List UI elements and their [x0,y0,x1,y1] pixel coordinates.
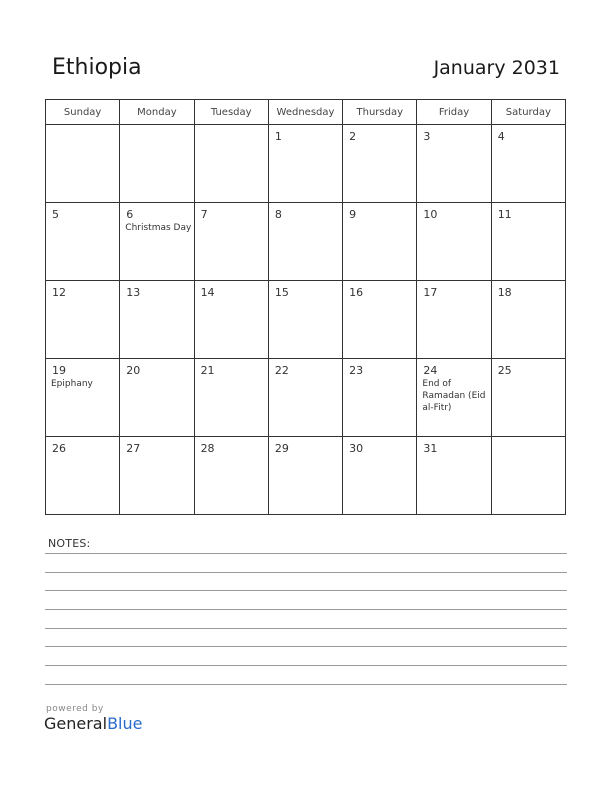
brand-general: General [44,714,108,733]
day-cell [46,125,120,203]
weekday-header: Tuesday [194,100,268,125]
day-number: 20 [126,364,141,377]
weekday-header: Thursday [343,100,417,125]
day-cell [417,203,491,281]
brand-blue: Blue [107,714,143,733]
notes-line [45,684,567,685]
holiday-label: End of Ramadan (Eid al-Fitr) [422,379,486,413]
day-number [492,437,565,442]
day-number: 5 [52,208,59,221]
day-cell [491,437,565,515]
day-cell [46,203,120,281]
day-number: 13 [126,286,141,299]
day-number: 12 [52,286,66,299]
day-cell [343,359,417,437]
day-number [46,125,119,130]
day-cell [343,281,417,359]
brand-wordmark [44,714,142,733]
day-number: 4 [497,130,505,143]
day-number: 24 [423,364,438,377]
weekday-header: Sunday [46,100,120,125]
day-number: 30 [349,442,364,455]
day-cell [46,437,120,515]
day-cell [120,203,194,281]
day-number: 10 [423,208,438,221]
notes-line [45,665,567,666]
day-cell [491,125,565,203]
day-cell [417,281,491,359]
day-cell [46,281,120,359]
day-cell [120,359,194,437]
day-number: 11 [497,208,512,221]
month-year-title: January 2031 [433,57,560,79]
calendar-grid [45,99,566,515]
day-number: 25 [497,364,512,377]
day-number: 1 [274,130,282,143]
day-cell [268,125,342,203]
day-cell [194,359,268,437]
day-cell [343,203,417,281]
day-cell [194,203,268,281]
day-number: 14 [200,286,215,299]
day-number: 22 [274,364,289,377]
day-cell [491,359,565,437]
day-number: 16 [349,286,364,299]
day-cell [417,125,491,203]
week-row [46,437,566,515]
day-number: 19 [52,364,66,377]
day-cell [120,125,194,203]
day-number: 9 [349,208,357,221]
weekday-header: Wednesday [268,100,342,125]
day-cell [46,359,120,437]
notes-label: NOTES: [48,537,91,550]
day-number: 17 [423,286,438,299]
day-cell [194,281,268,359]
weekday-header: Monday [120,100,194,125]
day-cell [491,203,565,281]
holiday-label: Epiphany [51,379,93,389]
day-cell [120,281,194,359]
weekday-header-row [46,100,566,125]
day-cell [268,437,342,515]
day-number: 26 [52,442,66,455]
day-number: 28 [200,442,215,455]
day-number: 3 [423,130,431,143]
notes-line [45,628,567,629]
week-row [46,359,566,437]
week-row [46,203,566,281]
day-number: 27 [126,442,141,455]
day-number: 18 [497,286,512,299]
day-cell [268,281,342,359]
day-cell [194,437,268,515]
week-row [46,125,566,203]
day-cell [417,359,491,437]
day-cell [417,437,491,515]
day-cell [268,359,342,437]
notes-line [45,572,567,573]
day-number: 29 [274,442,289,455]
day-number: 2 [349,130,357,143]
notes-line [45,609,567,610]
day-cell [268,203,342,281]
weekday-header: Saturday [491,100,565,125]
weekday-header: Friday [417,100,491,125]
day-number: 23 [349,364,364,377]
day-cell [343,125,417,203]
day-cell [343,437,417,515]
day-number: 7 [200,208,208,221]
day-cell [194,125,268,203]
notes-line [45,553,567,554]
holiday-label: Christmas Day [125,223,192,233]
notes-line [45,646,567,647]
day-number: 15 [274,286,289,299]
week-row [46,281,566,359]
day-number: 31 [423,442,438,455]
country-title: Ethiopia [52,55,142,80]
notes-line [45,590,567,591]
day-cell [120,437,194,515]
day-number: 21 [200,364,215,377]
day-number [195,125,268,130]
day-cell [491,281,565,359]
powered-by-text: powered by [46,704,104,714]
day-number: 6 [126,208,134,221]
generalblue-logo [44,704,142,733]
day-number [120,125,193,130]
day-number: 8 [274,208,282,221]
